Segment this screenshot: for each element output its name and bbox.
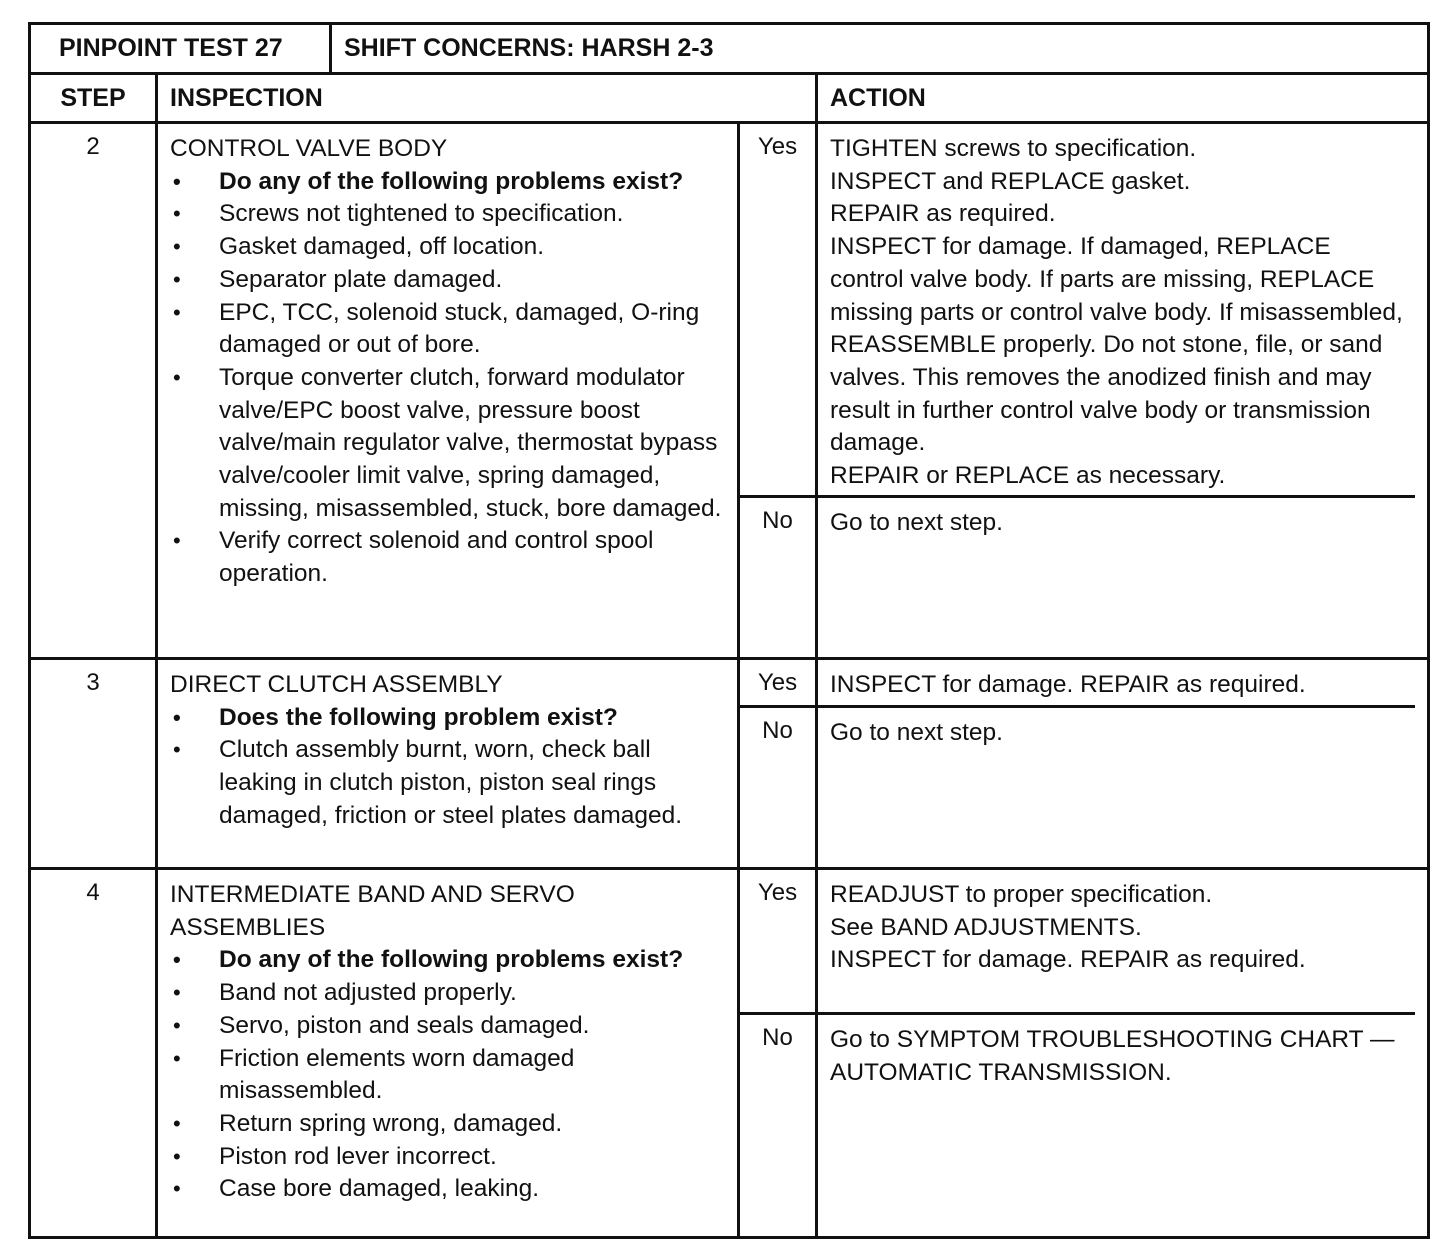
action-line: Go to next step. [830, 509, 1003, 536]
column-header-row [31, 75, 1427, 124]
yes-action [818, 660, 1415, 705]
yes-label: Yes [740, 870, 818, 1012]
action-line: INSPECT for damage. REPAIR as required. [830, 671, 1306, 698]
no-row [740, 705, 1415, 867]
inspection-question: • Does the following problem exist? [170, 702, 727, 735]
step-number: 4 [31, 870, 158, 1236]
step-row-3 [31, 660, 1427, 870]
yes-action [818, 870, 1415, 1012]
no-label: No [740, 498, 818, 657]
no-action [818, 498, 1415, 657]
pinpoint-test-table [28, 22, 1430, 1239]
no-row [740, 1012, 1415, 1236]
test-label: PINPOINT TEST 27 [31, 25, 332, 72]
inspection-cell [158, 870, 740, 1236]
action-line: TIGHTEN screws to specification. [830, 135, 1197, 162]
yes-label: Yes [740, 124, 818, 495]
inspection-bullets [170, 166, 727, 591]
step-row-2 [31, 124, 1427, 660]
yes-action [818, 124, 1415, 495]
action-line: INSPECT and REPLACE gasket. [830, 167, 1191, 195]
inspection-bullet: • Piston rod lever incorrect. [170, 1141, 727, 1174]
inspection-bullet: • EPC, TCC, solenoid stuck, damaged, O-ring damaged or out of bore. [170, 297, 727, 362]
step-number: 3 [31, 660, 158, 867]
no-label: No [740, 708, 818, 867]
title-row [31, 25, 1427, 75]
inspection-question: • Do any of the following problems exist? [170, 166, 727, 199]
inspection-bullet: • Separator plate damaged. [170, 264, 727, 297]
no-action [818, 708, 1415, 867]
yes-row [740, 124, 1415, 495]
inspection-heading: CONTROL VALVE BODY [170, 135, 448, 162]
column-header-action: ACTION [830, 83, 926, 112]
inspection-bullet: • Band not adjusted properly. [170, 977, 727, 1010]
result-cell [740, 124, 1415, 657]
action-line: READJUST to proper specification. [830, 881, 1213, 908]
action-line: INSPECT for damage. REPAIR as required. [830, 946, 1306, 974]
inspection-bullet: • Case bore damaged, leaking. [170, 1173, 727, 1206]
inspection-cell [158, 660, 740, 867]
inspection-bullet: • Clutch assembly burnt, worn, check ball leaking in clutch piston, piston seal rings damaged, friction or steel plates damaged. [170, 734, 727, 832]
action-line: Go to SYMPTOM TROUBLESHOOTING CHART — AUTOMATIC TRANSMISSION. [830, 1026, 1395, 1086]
inspection-bullet: • Verify correct solenoid and control spool operation. [170, 525, 727, 590]
inspection-bullet: • Friction elements worn damaged misassembled. [170, 1043, 727, 1108]
column-header-step: STEP [31, 75, 158, 121]
inspection-bullet: • Return spring wrong, damaged. [170, 1108, 727, 1141]
inspection-bullet: • Servo, piston and seals damaged. [170, 1010, 727, 1043]
test-title: SHIFT CONCERNS: HARSH 2-3 [344, 34, 714, 62]
inspection-bullets [170, 702, 727, 833]
inspection-bullet: • Torque converter clutch, forward modulator valve/EPC boost valve, pressure boost valve/main regulator valve, thermostat bypass valve/cooler limit valve, spring damaged, missing, misassembled, stuck, bore damaged. [170, 362, 727, 526]
step-row-4 [31, 870, 1427, 1236]
action-line: Go to next step. [830, 719, 1003, 746]
no-label: No [740, 1015, 818, 1236]
inspection-heading: DIRECT CLUTCH ASSEMBLY [170, 671, 503, 698]
inspection-cell [158, 124, 740, 657]
action-line: REPAIR or REPLACE as necessary. [830, 462, 1226, 490]
inspection-bullet: • Gasket damaged, off location. [170, 231, 727, 264]
no-row [740, 495, 1415, 657]
yes-label: Yes [740, 660, 818, 705]
action-line: REPAIR as required. [830, 200, 1056, 228]
column-header-inspection: INSPECTION [158, 75, 818, 121]
step-number: 2 [31, 124, 158, 657]
action-line: See BAND ADJUSTMENTS. [830, 913, 1142, 941]
yes-row [740, 870, 1415, 1012]
inspection-bullets [170, 944, 727, 1206]
inspection-question: • Do any of the following problems exist? [170, 944, 727, 977]
inspection-heading: INTERMEDIATE BAND AND SERVO ASSEMBLIES [170, 881, 575, 941]
action-line: INSPECT for damage. If damaged, REPLACE control valve body. If parts are missing, REPLACE missing parts or control valve body. If misassembled, REASSEMBLE properly. Do not stone, file, or sand valves. This removes the anodized finish and may result in further control valve body or transmission damage. [830, 233, 1403, 457]
result-cell [740, 870, 1415, 1236]
yes-row [740, 660, 1415, 705]
no-action [818, 1015, 1415, 1236]
inspection-bullet: • Screws not tightened to specification. [170, 198, 727, 231]
result-cell [740, 660, 1415, 867]
